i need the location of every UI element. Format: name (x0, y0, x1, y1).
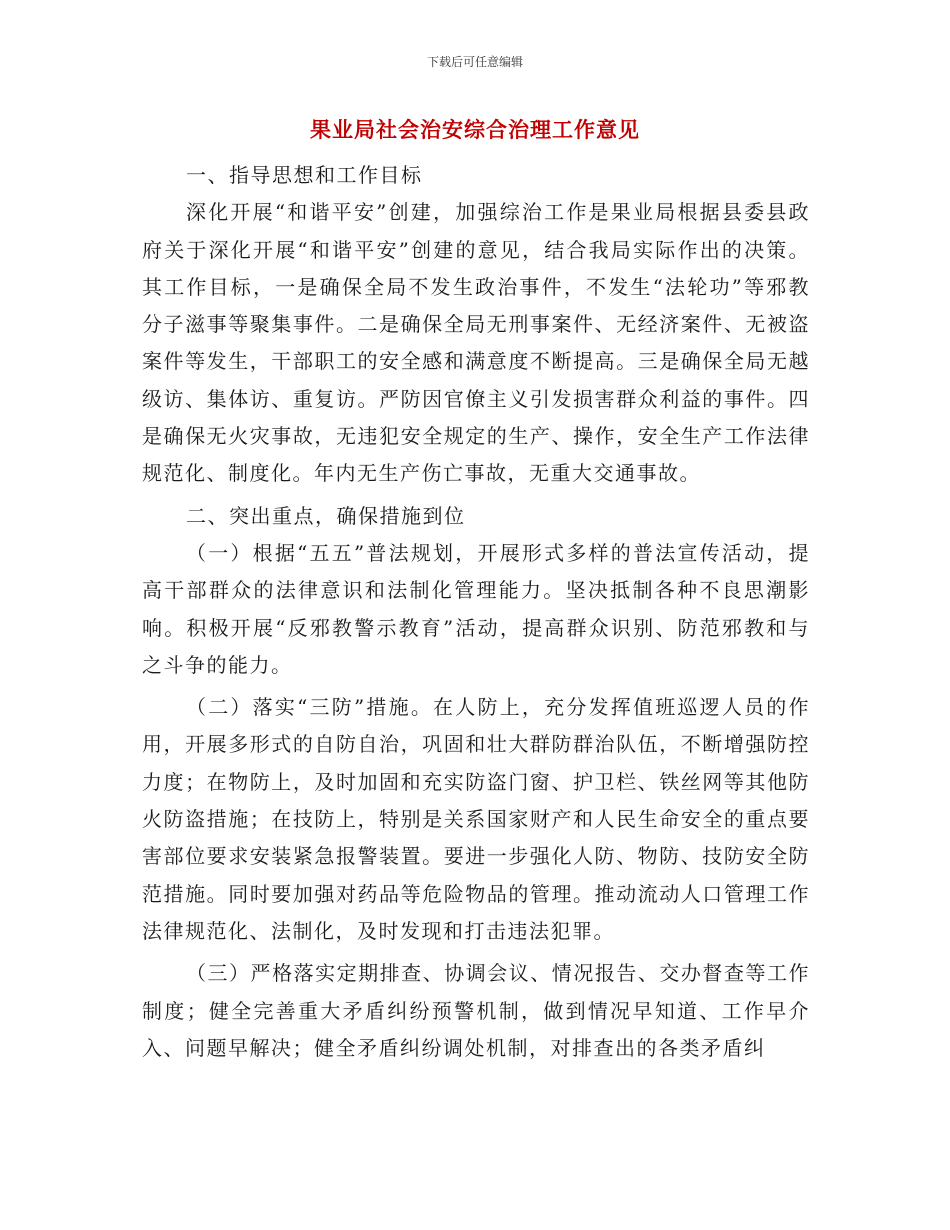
paragraph-4: （三）严格落实定期排查、协调会议、情况报告、交办督查等工作制度；健全完善重大矛盾纠纷预警机制，做到情况早知道、工作早介入、问题早解决；健全矛盾纠纷调处机制，对排查出的各类矛盾纠 (142, 961, 810, 1060)
paragraph-3: （二）落实“三防”措施。在人防上，充分发挥值班巡逻人员的作用，开展多形式的自防自治，巩固和壮大群防群治队伍，不断增强防控力度；在物防上，及时加固和充实防盗门窗、护卫栏、铁丝网等其他防火防盗措施；在技防上，特别是关系国家财产和人民生命安全的重点要害部位要求安装紧急报警装置。要进一步强化人防、物防、技防安全防范措施。同时要加强对药品等危险物品的管理。推动流动人口管理工作法律规范化、法制化，及时发现和打击违法犯罪。 (142, 695, 810, 943)
paragraph-2: （一）根据“五五”普法规划，开展形式多样的普法宣传活动，提高干部群众的法律意识和法制化管理能力。坚决抵制各种不良思潮影响。积极开展“反邪教警示教育”活动，提高群众识别、防范邪教和与之斗争的能力。 (142, 540, 810, 677)
header-note: 下载后可任意编辑 (426, 55, 523, 69)
paragraph-1: 深化开展“和谐平安”创建，加强综治工作是果业局根据县委县政府关于深化开展“和谐平安”创建的意见，结合我局实际作出的决策。其工作目标，一是确保全局不发生政治事件，不发生“法轮功”等邪教分子滋事等聚集事件。二是确保全局无刑事案件、无经济案件、无被盗案件等发生，干部职工的安全感和满意度不断提高。三是确保全局无越级访、集体访、重复访。严防因官僚主义引发损害群众利益的事件。四是确保无火灾事故，无违犯安全规定的生产、操作，安全生产工作法律规范化、制度化。年内无生产伤亡事故，无重大交通事故。 (142, 200, 810, 486)
section-heading-2: 二、突出重点，确保措施到位 (186, 503, 466, 528)
section-heading-1: 一、指导思想和工作目标 (186, 163, 423, 187)
document-body (142, 157, 810, 1067)
document-title: 果业局社会治安综合治理工作意见 (310, 118, 640, 142)
